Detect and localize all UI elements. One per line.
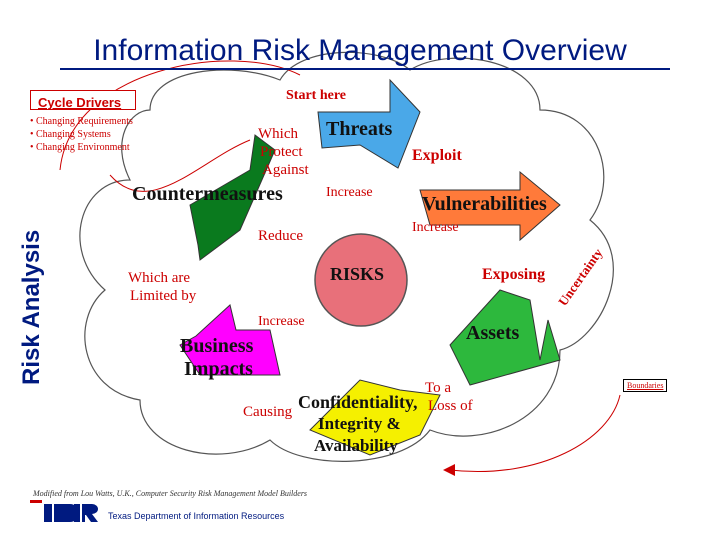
title-divider: [60, 68, 670, 70]
which-are-label: Which are: [128, 270, 191, 286]
boundary-arrowhead: [443, 464, 455, 476]
impacts-label: Impacts: [184, 358, 253, 380]
increase-countermeasures-label: Increase: [326, 185, 373, 200]
business-label: Business: [180, 335, 254, 357]
integrity-label: Integrity &: [318, 414, 401, 433]
limited-by-label: Limited by: [130, 288, 197, 304]
page-title: Information Risk Management Overview: [93, 34, 627, 67]
reduce-label: Reduce: [258, 228, 303, 244]
protect-label: Protect: [260, 144, 303, 160]
threats-label: Threats: [326, 118, 393, 140]
which-label: Which: [258, 126, 298, 142]
cycle-driver-item: • Changing Environment: [30, 142, 130, 153]
countermeasures-label: Countermeasures: [132, 183, 283, 205]
risks-label: RISKS: [330, 264, 385, 284]
causing-label: Causing: [243, 404, 293, 420]
loss-of-label: Loss of: [428, 398, 473, 414]
increase-vulnerabilities-label: Increase: [412, 220, 459, 235]
increase-impact-label: Increase: [258, 314, 305, 329]
boundaries-link[interactable]: Boundaries: [623, 379, 667, 392]
exposing-label: Exposing: [482, 266, 546, 283]
against-label: Against: [262, 162, 309, 178]
cycle-drivers-title: Cycle Drivers: [38, 95, 122, 110]
dir-logo: [30, 500, 98, 522]
uncertainty-label: Uncertainty: [555, 245, 606, 309]
organization-name: Texas Department of Information Resources: [108, 511, 285, 521]
availability-label: Availability: [314, 436, 398, 455]
confidentiality-label: Confidentiality,: [298, 392, 418, 412]
start-label: Start here: [286, 88, 346, 103]
cycle-driver-item: • Changing Requirements: [30, 116, 133, 127]
assets-label: Assets: [466, 322, 520, 344]
exploit-label: Exploit: [412, 147, 462, 164]
vulnerabilities-label: Vulnerabilities: [422, 193, 547, 215]
attribution-note: Modified from Lou Watts, U.K., Computer Security Risk Management Model Builders: [33, 489, 308, 498]
cycle-drivers-list: [30, 115, 133, 154]
cycle-driver-item: • Changing Systems: [30, 129, 111, 140]
side-label: Risk Analysis: [18, 229, 45, 385]
to-a-label: To a: [425, 380, 452, 396]
